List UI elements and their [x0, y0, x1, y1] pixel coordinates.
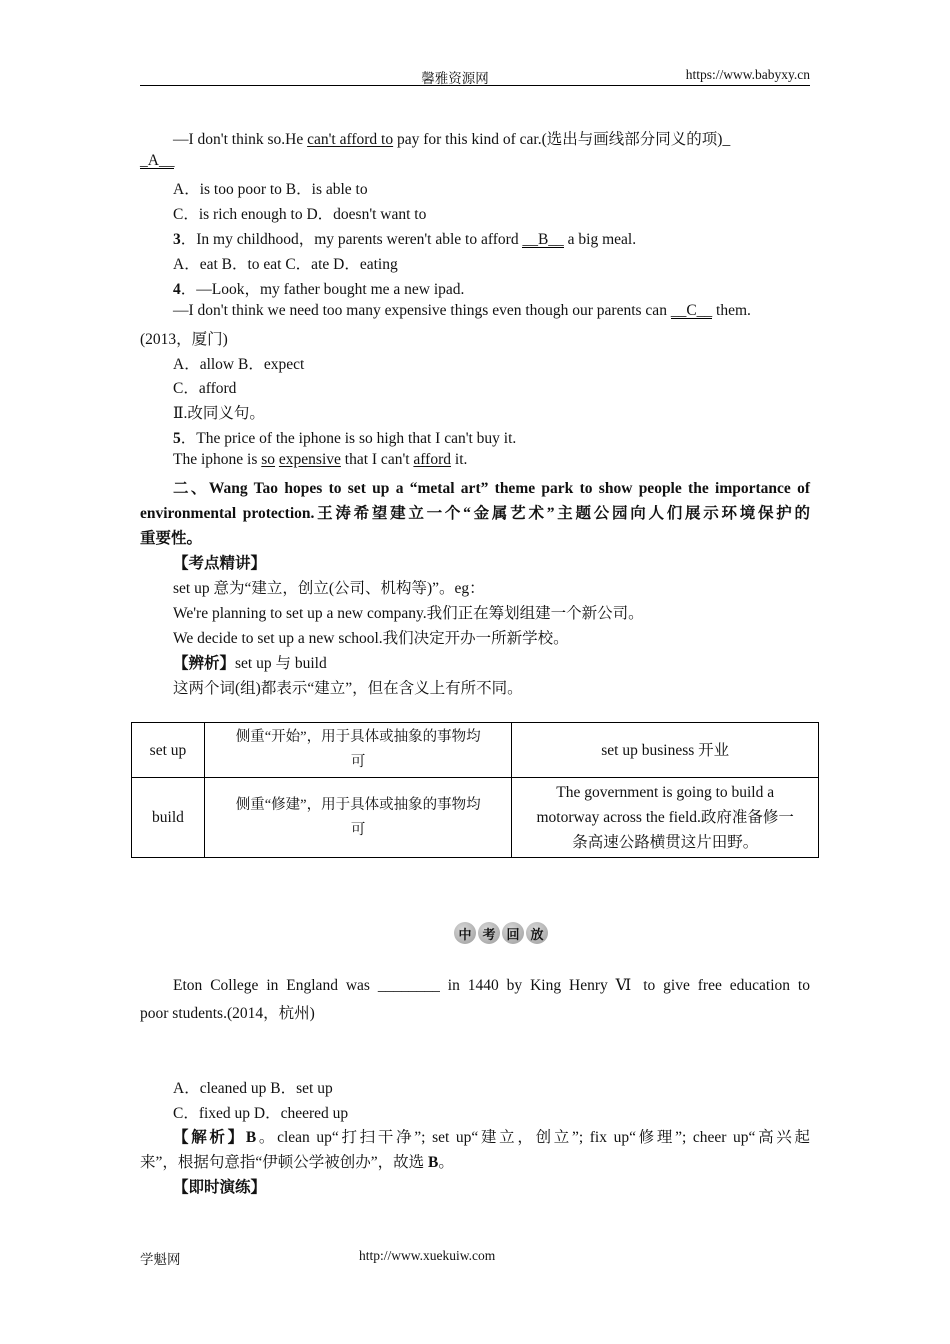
bianxi-text: set up 与 build	[235, 655, 327, 672]
jiexi-line2	[140, 1150, 810, 1172]
bianxi-tag: 【辨析】	[173, 655, 236, 672]
bianxi-description: 这两个词(组)都表示“建立”，但在含义上有所不同。	[173, 680, 523, 697]
q2-answer	[140, 152, 810, 170]
q4-answer-blank: __C__	[670, 302, 713, 319]
q3-options: A．eat B．to eat C．ate D．eating	[173, 256, 398, 273]
q5-answer-expensive: expensive	[278, 451, 341, 468]
section2-title-line1: 二、Wang Tao hopes to set up a “metal art” theme park to show people the importance of	[173, 480, 810, 497]
header-url[interactable]: https://www.babyxy.cn	[685, 67, 810, 82]
q4-text-post: them.	[712, 302, 751, 319]
q5-stem	[140, 426, 810, 448]
table-cell-term: build	[132, 778, 205, 858]
jiexi-text-2: 来”，根据句意指“伊顿公学被创办”，故选	[140, 1154, 429, 1171]
zhongkao-options-ab: A．cleaned up B．set up	[173, 1080, 333, 1097]
q2-blank-tail: _	[722, 131, 731, 148]
example-line: 条高速公路横贯这片田野。	[572, 834, 759, 851]
jiexi-tag: 【解析】	[173, 1129, 246, 1146]
zhongkao-question-line2: poor students.(2014，杭州)	[140, 1005, 315, 1022]
header-site-name: 馨雅资源网	[421, 71, 489, 86]
jiexi-answer-2: B	[428, 1154, 439, 1171]
example-line: motorway across the field.政府准备修一	[536, 809, 794, 826]
table-cell-example: set up business 开业	[512, 723, 819, 778]
q2-text-post: pay for this kind of car.(选出与画线部分同义的项)	[393, 131, 723, 148]
zhongkao-title	[454, 922, 548, 944]
desc-line: 可	[350, 821, 366, 838]
comparison-table	[131, 722, 819, 858]
jiexi-text-2-post: 。	[438, 1154, 454, 1171]
desc-line: 侧重“开始”，用于具体或抽象的事物均	[235, 729, 481, 745]
kaodian-heading: 【考点精讲】	[173, 555, 267, 572]
q4-options-c: C．afford	[173, 380, 237, 397]
title-char: 考	[478, 922, 500, 944]
example-line: The government is going to build a	[556, 784, 775, 801]
desc-line: 可	[350, 754, 366, 770]
q4-options-ab: A．allow B．expect	[173, 356, 305, 373]
q5-answer-afford: afford	[413, 451, 452, 468]
setup-definition: set up 意为“建立，创立(公司、机构等)”。eg：	[173, 580, 485, 597]
q2-text-pre: —I don't think so.He	[173, 131, 308, 148]
q5-answer-post: it.	[451, 451, 468, 468]
example-2: We decide to set up a new school.我们决定开办一所新学校。	[173, 630, 569, 647]
bianxi-line	[140, 651, 810, 673]
jishi-heading: 【即时演练】	[173, 1179, 267, 1196]
title-char: 放	[526, 922, 548, 944]
table-cell-example	[512, 778, 819, 858]
table-row	[132, 723, 819, 778]
q4-source: (2013，厦门)	[140, 331, 228, 348]
q4-line2	[140, 302, 810, 320]
title-char: 回	[502, 922, 524, 944]
q4-text-pre: —I don't think we need too many expensive things even though our parents can	[173, 302, 671, 319]
q4-text-line1: ．—Look，my father bought me a new ipad.	[180, 281, 465, 298]
header-rule	[140, 85, 810, 86]
q2-options-cd: C．is rich enough to D．doesn't want to	[173, 206, 427, 223]
table-cell-term: set up	[132, 723, 205, 778]
q5-answer-mid: that I can't	[340, 451, 414, 468]
q2-underlined-phrase: can't afford to	[307, 131, 394, 148]
q2-answer-blank: _A__	[140, 152, 175, 169]
q3-answer-blank: __B__	[522, 231, 564, 248]
table-cell-desc	[204, 778, 511, 858]
footer-site-name: 学魁网	[140, 1252, 181, 1267]
q2-line1	[140, 127, 810, 149]
part2-heading: Ⅱ.改同义句。	[173, 405, 265, 422]
table-row	[132, 778, 819, 858]
table-cell-desc	[204, 723, 511, 778]
q3-stem	[140, 227, 810, 249]
jiexi-answer: B	[245, 1129, 257, 1146]
example-1: We're planning to set up a new company.我们正在筹划组建一个新公司。	[173, 605, 644, 622]
zhongkao-options-cd: C．fixed up D．cheered up	[173, 1105, 349, 1122]
q5-answer	[140, 451, 810, 469]
footer-url[interactable]: http://www.xuekuiw.com	[359, 1248, 496, 1263]
q5-text: ．The price of the iphone is so high that I can't buy it.	[180, 430, 517, 447]
jiexi-text: 。clean up“打扫干净”; set up“建立，创立”; fix up“修理”; cheer up“高兴起	[256, 1129, 810, 1146]
desc-line: 侧重“修建”，用于具体或抽象的事物均	[235, 796, 481, 813]
zhongkao-question-line1: Eton College in England was ________ in 1440 by King Henry Ⅵ to give free education to	[173, 977, 810, 994]
q5-answer-so: so	[261, 451, 276, 468]
q4-line1	[140, 277, 810, 299]
q4-number: 4	[173, 281, 181, 298]
section2-title-line2: environmental protection.王涛希望建立一个“金属艺术”主题公园向人们展示环境保护的	[140, 505, 810, 522]
jiexi-line1	[140, 1125, 810, 1147]
q3-text-post: a big meal.	[563, 231, 637, 248]
q2-options-ab: A．is too poor to B．is able to	[173, 181, 368, 198]
q5-answer-pre: The iphone is	[173, 451, 262, 468]
section2-title-line3: 重要性。	[140, 530, 203, 547]
q3-number: 3	[173, 231, 181, 248]
title-char: 中	[454, 922, 476, 944]
q3-text-pre: ．In my childhood，my parents weren't able to afford	[180, 231, 523, 248]
q5-number: 5	[173, 430, 181, 447]
